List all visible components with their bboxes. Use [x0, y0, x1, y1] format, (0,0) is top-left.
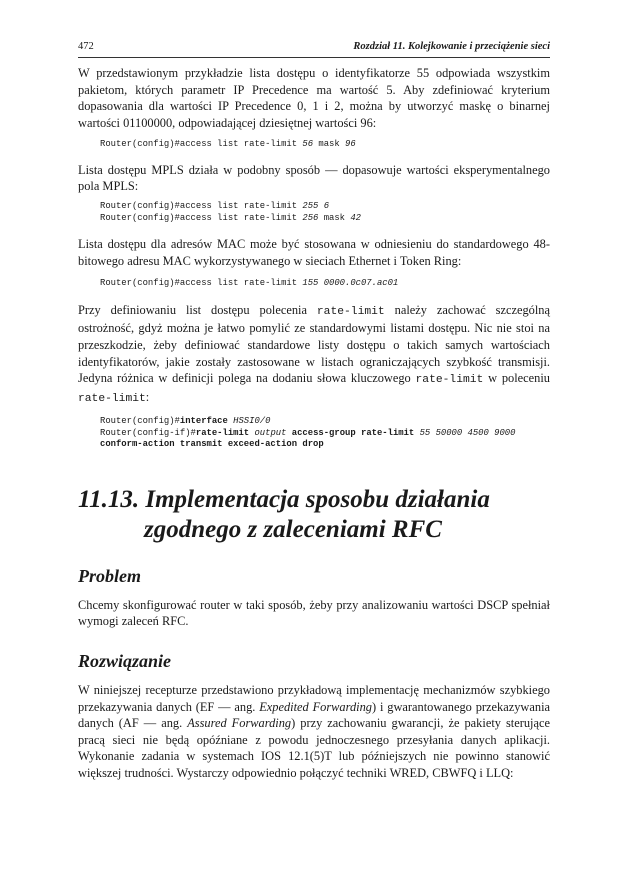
- code-prefix: Router(config)#access list rate-limit: [100, 278, 303, 289]
- code-command: access-group rate-limit: [291, 427, 415, 438]
- code-block-mask: [78, 139, 550, 151]
- code-block-mpls: [78, 201, 550, 224]
- section-title: [78, 485, 550, 545]
- header-rule: [78, 57, 550, 58]
- term: Assured Forwarding: [187, 716, 292, 731]
- text-run: W niniejszej recepturze przedstawiono przykładową implementację mechanizmów szybkiego przekazywania danych (EF — ang.: [78, 683, 550, 714]
- text-run: w poleceniu: [483, 371, 550, 386]
- code-line-2: [100, 428, 515, 438]
- code-command: rate-limit: [195, 427, 250, 438]
- code-prefix: Router(config)#access list rate-limit: [100, 212, 303, 223]
- code-prefix: Router(config)#access list rate-limit: [100, 139, 303, 150]
- problem-text: Chcemy skonfigurować router w taki sposób, żeby przy analizowaniu wartości DSCP spełniał wymogi zaleceń RFC.: [78, 597, 550, 629]
- code-middle: mask: [318, 212, 351, 223]
- code-argument: HSSI0/0: [233, 416, 271, 427]
- inline-code: rate-limit: [415, 374, 484, 387]
- section-title-line-1: 11.13. Implementacja sposobu działania: [78, 485, 490, 513]
- code-values: 55 50000 4500 9000: [419, 427, 516, 438]
- term: Expedited Forwarding: [259, 699, 373, 714]
- paragraph-ip-precedence: W przedstawionym przykładzie lista dostępu o identyfikatorze 55 odpowiada wszystkim pakietom, których parametr IP Precedence ma wartość 5. Aby zdefiniować kryterium dopasowania dla wartości IP Precedence 0, 1 i 2, można by utworzyć maskę o binarnej wartości 01100000, odpowiadającej dziesiętnej wartości 96:: [78, 66, 550, 130]
- code-mask: 42: [350, 212, 361, 223]
- code-value: 155 0000.0c07.ac01: [302, 278, 399, 289]
- solution-text: [78, 682, 550, 782]
- solution-heading: Rozwiązanie: [78, 651, 172, 671]
- code-block-mac: [78, 278, 550, 290]
- running-title: Rozdział 11. Kolejkowanie i przeciążenie sieci: [353, 41, 550, 52]
- code-prefix: Router(config-if)#: [100, 427, 196, 438]
- code-middle: mask: [313, 139, 346, 150]
- section-title-line-2: zgodnego z zaleceniami RFC: [144, 515, 442, 543]
- code-line-2: [100, 213, 361, 223]
- code-prefix: Router(config)#: [100, 416, 180, 427]
- code-argument: output: [254, 427, 287, 438]
- page-content: [78, 65, 550, 782]
- code-value: 56: [302, 139, 314, 150]
- text-run: ) i gwarantowanego przekazywania danych (AF — ang.: [78, 699, 551, 731]
- text-run: ) przy zachowaniu gwarancji, że pakiety sterujące pracą sieci nie będą opóźniane z powodu jednoczesnego przesyłania danych aplikacji. Wykonanie zadania w systemach IOS 12.1(5)T lub późniejszych nie powinno stanowić większej trudności. Wystarczy odpowiednio połączyć techniki WRED, CBWFQ i LLQ:: [78, 716, 550, 780]
- code-block-interface: [78, 416, 550, 451]
- inline-code: rate-limit: [316, 305, 385, 318]
- paragraph-rate-limit-note: [78, 302, 550, 408]
- text-run: Przy definiowaniu list dostępu polecenia: [78, 302, 317, 317]
- code-prefix: Router(config)#access list rate-limit: [100, 201, 303, 212]
- code-value: 255 6: [302, 201, 330, 212]
- page-number: 472: [78, 41, 94, 52]
- paragraph-mac: Lista dostępu dla adresów MAC może być stosowana w odniesieniu do standardowego 48-bitowego adresu MAC wykorzystywanego w sieciach Ethernet i Token Ring:: [78, 237, 550, 268]
- inline-code: rate-limit: [78, 392, 146, 405]
- paragraph-mpls: Lista dostępu MPLS działa w podobny sposób — dopasowuje wartości eksperymentalnego pola MPLS:: [78, 162, 550, 194]
- code-command: interface: [179, 416, 228, 427]
- code-line-1: [100, 201, 329, 211]
- running-header: [78, 41, 550, 55]
- problem-heading: Problem: [78, 565, 141, 586]
- code-mask: 96: [345, 139, 356, 150]
- code-line-1: [100, 416, 270, 426]
- code-value: 256: [302, 212, 319, 223]
- text-run: należy zachować szczególną ostrożność, gdyż można je łatwo pomylić ze standardowymi listami dostępu. Nic nie stoi na przeszkodzie, żeby definiować standardowe listy dostępu o takich samych wartościach identyfikatorów, jakie zostały zastosowane w listach ograniczających szybkość transmisji. Jedyna różnica w definicji polega na dodaniu słowa kluczowego: [78, 302, 551, 386]
- code-line-3: conform-action transmit exceed-action drop: [100, 439, 324, 450]
- text-run: :: [145, 389, 150, 404]
